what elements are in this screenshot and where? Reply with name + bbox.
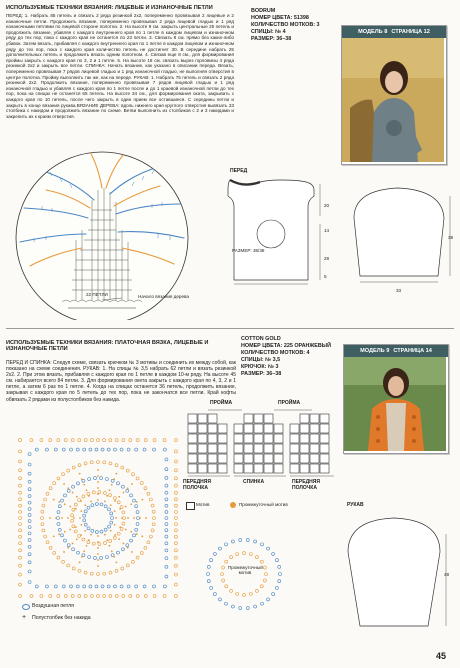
front-dim-20: 20 [324,203,330,208]
hook-size-2: № 3 [267,364,279,370]
motif-assembly-diagram [182,406,342,482]
color-number: 51398 [293,15,309,21]
sleeve-dim-39: 39 [448,235,454,240]
section2-specs: COTTON GOLD НОМЕР ЦВЕТА: 225 ОРАНЖЕВЫЙ КОЛИЧЕСТВО МОТКОВ: 4 СПИЦЫ: № 3,5 КРЮЧОК: № 3 РАЗМЕР: 36–38 [241,336,341,378]
armhole-left-label: ПРОЙМА [210,400,233,406]
mid-motif-legend-icon [230,502,236,508]
crochet-motif-chart [12,430,184,608]
skein-count-2: 4 [306,350,310,356]
section1-heading: ИСПОЛЬЗУЕМЫЕ ТЕХНИКИ ВЯЗАНИЯ: ЛИЦЕВЫЕ И ИЗНАНОЧНЫЕ ПЕТЛИ [6,5,213,11]
section2-instructions: ПЕРЕД И СПИНКА: Следуя схеме, связать крючком № 3 мотивы и соединить их между собой, как показано на схеме соединения. РУКАВ: 1. На спицы № 3,5 набрать 62 петли и вязать резинкой 2х2. 2. При этом вязать, прибавляя с каждого края по 1 петле в каждом 10-м ряду. На высоте 45 см. набирается всего 84 петли. 3. Для формирования окета закрыть с каждого края по 4, 3, 2 и 1 петле, а затем 6 раз по 1 петле. 4. Когда на спицах останется 36 петель, продолжить вязание, закрывая с каждого края по 5 петель до тех пор, пока не закончатся все петли. Край кофты обвязать 2 рядами из полустолбиков без накида. [6,360,236,403]
motif-legend-label: Мотив [196,502,210,507]
front-schematic [214,176,342,288]
skein-count: 3 [316,22,320,28]
intermediate-motif-label: Промежуточный мотив [228,565,263,575]
front-dim-28: 28 [324,256,330,261]
sleeve-label-2: РУКАВ [347,502,364,508]
motif-legend-icon [186,502,195,510]
color-number-2: 225 ОРАНЖЕВЫЙ [283,343,331,349]
sleeve-dim-33: 33 [396,288,402,293]
front-left-label: ПЕРЕДНЯЯ ПОЛОЧКА [183,479,211,491]
section-divider [6,328,454,329]
model-bar: МОДЕЛЬ 8 СТРАНИЦА 12 [342,26,446,38]
mid-motif-legend-label: Промежуточный мотив [239,502,288,507]
size-range-2: 36–38 [266,371,282,377]
needle-size: № 4 [275,29,286,35]
model-card-9 [343,344,449,454]
sleeve-dim-48: 48 [444,572,450,577]
front-label: ПЕРЕД [230,168,248,174]
back-label: СПИНКА [243,479,265,485]
loops-label: 22 ПЕТЛИ [86,292,108,297]
front-text: ПЕРЕД: 1. Набрать 85 петель и связать 2 ряда резинкой 2х2, попеременно провязывая 2 лицевые и 2 изнаночные петли. Продолжить вязание, попеременно провязывая 2 ряда лицевой гладью и 1 ряд изнаночными петлями по лицевой стороне полотна. 2. На высоте 9 см. закрыть центральные 25 петель и продолжить вязание, убавляя с каждого внутреннего края по 1 петле в каждом лицевом и изнаночном ряду до тех пор, пока с каждого края не останется по 23 петли. 3. Связать 8 см. прямо без каких-либо убавок. Затем вязать, прибавляя с каждого внутреннего края по 1 петле в каждом лицевом и изнаночном ряду до тех пор, пока с каждого края количество петель не достигнет 30. В середине набрать 25 дополнительных петель и продолжить вязать одним полотном. 4. Связав еще 8 см., для формирования проймы закрыть с каждого края по 3, 2 и 1 петле. 5. На высоте 18 см. связать вырез горловины 4 ряда резинкой 2х2 и закрыть все петли. [6,13,234,69]
front-dim-14: 14 [324,228,330,233]
size-range: 36–38 [276,36,292,42]
needle-size-2: № 3,5 [265,357,281,363]
front-right-label: ПЕРЕДНЯЯ ПОЛОЧКА [292,479,320,491]
yarn-name: BODRUM [251,8,276,14]
air-loop-legend-icon [22,604,30,610]
sleeve-schematic-2 [340,512,452,636]
yarn-name-2: COTTON GOLD [241,336,281,342]
section2-heading: ИСПОЛЬЗУЕМЫЕ ТЕХНИКИ ВЯЗАНИЯ: ПЛАТОЧНАЯ ВЯЗКА, ЛИЦЕВЫЕ И ИЗНАНОЧНЫЕ ПЕТЛИ [6,340,209,353]
tree-start-label: Начало вязания дерева [138,294,189,299]
model-photo-8 [342,38,444,162]
sleeve-schematic-1 [346,182,456,292]
half-stitch-legend-icon: + [22,614,27,621]
sleeve-text: РУКАВ: 1. Набрать 75 петель и связать 2 ряда резинкой 2х2. Продолжить вязание, попеременно провязывая 7 рядов лицевой гладью и 1 ряд изнаночной гладью и убавляя с каждого края по 1 петле после и до 1 краевой изнаночной петли до тех пор, пока на спицах не останется 65 петель. На высоте 34 см., для формирования оката, закрывать с каждого края по 10 петель, после чего закрыть в один прием все оставшиеся. С середины петли и закрыть в конце вязания рукава.ВЯЗАНИЕ ДЕРЕВА: вдоль нижнего края круглого отверстия вывязать 33 столбика с накидом и продолжить вязание по схеме. Ветви выполнить из столбиков с 2 и 3 накидами и закрепить их к краям отверстия. [6,74,234,119]
model-photo-9 [344,357,446,451]
armhole-right-label: ПРОЙМА [278,400,301,406]
model-card-8 [341,25,447,165]
air-loop-legend-label: Воздушная петля [32,603,74,609]
front-dim-5: 5 [324,274,327,279]
back-text: СПИНКА: Начать вязание, как указано в описании переда. Вязать, попеременно провязывая 7 рядов лицевой гладью и 1 ряд изнаночной гладью, не выполняя отверстия в центре полотна. Пройму выполнить так же, как на переде. [6,63,235,80]
section1-instructions [6,13,234,119]
half-stitch-legend-label: Полустолбик без накида [32,615,91,621]
tree-size-label: РАЗМЕР: 36/38 [232,248,265,253]
page-number: 45 [436,651,447,661]
model-bar-2: МОДЕЛЬ 9 СТРАНИЦА 14 [344,345,448,357]
section1-specs: BODRUM НОМЕР ЦВЕТА: 51398 КОЛИЧЕСТВО МОТКОВ: 3 СПИЦЫ: № 4 РАЗМЕР: 36–38 [251,8,337,43]
